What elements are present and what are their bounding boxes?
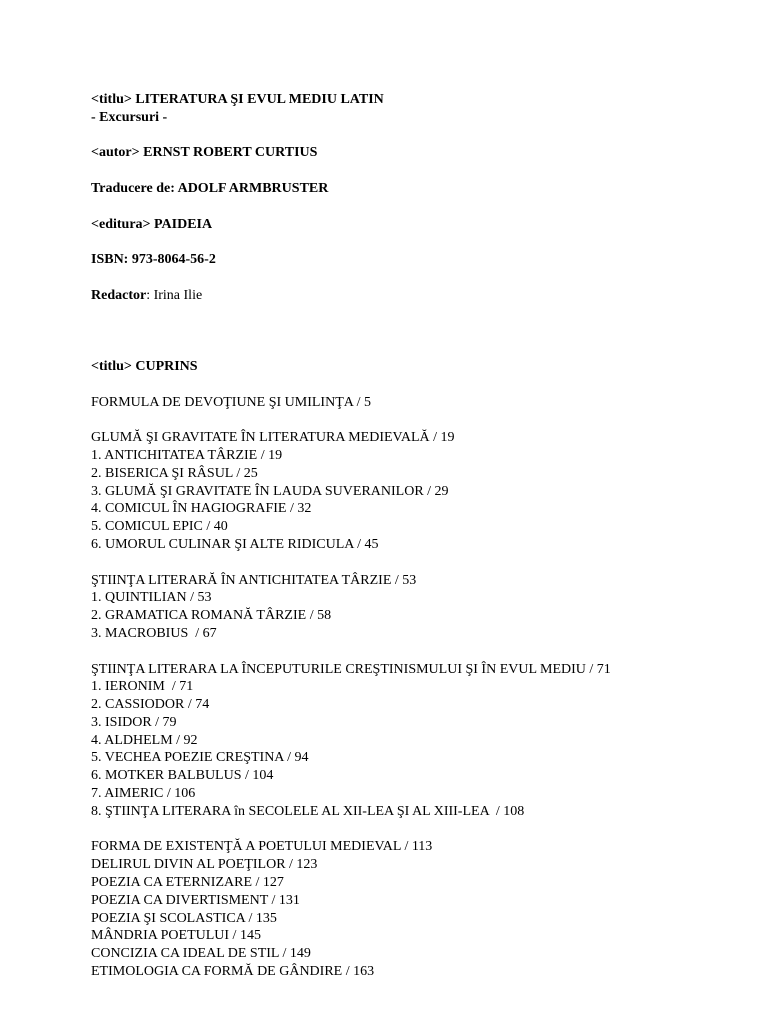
spacer <box>91 376 761 394</box>
toc-entry: 1. ANTICHITATEA TÂRZIE / 19 <box>91 447 283 463</box>
toc-entry: FORMA DE EXISTENŢĂ A POETULUI MEDIEVAL / 113 <box>91 839 433 855</box>
toc-entry: 1. IERONIM / 71 <box>91 679 194 695</box>
toc-entry: 6. MOTKER BALBULUS / 104 <box>91 768 274 784</box>
spacer <box>91 305 761 358</box>
spacer <box>91 643 761 661</box>
toc-entry: 2. GRAMATICA ROMANĂ TÂRZIE / 58 <box>91 608 332 624</box>
document-page <box>91 91 761 981</box>
spacer <box>91 821 761 839</box>
spacer <box>91 233 761 251</box>
toc-entry: 3. MACROBIUS / 67 <box>91 625 217 641</box>
spacer <box>91 127 761 145</box>
spacer <box>91 198 761 216</box>
spacer <box>91 411 761 429</box>
toc-entry: ETIMOLOGIA CA FORMĂ DE GÂNDIRE / 163 <box>91 964 375 980</box>
contents-heading: <titlu> CUPRINS <box>91 358 198 374</box>
book-subtitle: - Excursuri - <box>91 109 168 125</box>
toc-entry: 2. CASSIODOR / 74 <box>91 697 210 713</box>
isbn-line: ISBN: 973-8064-56-2 <box>91 252 216 268</box>
toc-sections <box>91 411 761 820</box>
spacer <box>91 269 761 287</box>
toc-entry: 3. GLUMĂ ŞI GRAVITATE ÎN LAUDA SUVERANILOR / 29 <box>91 483 449 499</box>
spacer <box>91 554 761 572</box>
toc-entry: POEZIA ŞI SCOLASTICA / 135 <box>91 910 277 926</box>
editor-label: Redactor <box>91 287 147 303</box>
toc-final-list <box>91 838 761 980</box>
editor-value: : Irina Ilie <box>146 287 203 303</box>
translator-line: Traducere de: ADOLF ARMBRUSTER <box>91 180 329 196</box>
toc-entry: 4. COMICUL ÎN HAGIOGRAFIE / 32 <box>91 501 312 517</box>
book-title: <titlu> LITERATURA ŞI EVUL MEDIU LATIN <box>91 92 384 107</box>
spacer <box>91 162 761 180</box>
toc-entry: CONCIZIA CA IDEAL DE STIL / 149 <box>91 946 311 962</box>
toc-entry: POEZIA CA ETERNIZARE / 127 <box>91 875 284 891</box>
toc-entry: 3. ISIDOR / 79 <box>91 714 177 730</box>
toc-entry: 5. VECHEA POEZIE CREŞTINA / 94 <box>91 750 309 766</box>
toc-section-title: ŞTIINŢA LITERARĂ ÎN ANTICHITATEA TÂRZIE / 53 <box>91 572 417 588</box>
toc-entry: 1. QUINTILIAN / 53 <box>91 590 212 606</box>
publisher-line: <editura> PAIDEIA <box>91 216 213 232</box>
toc-entry: MÂNDRIA POETULUI / 145 <box>91 928 261 944</box>
toc-entry-intro: FORMULA DE DEVOŢIUNE ŞI UMILINŢA / 5 <box>91 394 371 410</box>
toc-entry: 6. UMORUL CULINAR ŞI ALTE RIDICULA / 45 <box>91 536 379 552</box>
toc-entry: 5. COMICUL EPIC / 40 <box>91 519 228 535</box>
toc-entry: 4. ALDHELM / 92 <box>91 732 198 748</box>
toc-entry: 8. ŞTIINŢA LITERARA în SECOLELE AL XII-LEA ŞI AL XIII-LEA / 108 <box>91 803 525 819</box>
toc-entry: 7. AIMERIC / 106 <box>91 786 196 802</box>
editor-line <box>91 287 761 305</box>
toc-entry: POEZIA CA DIVERTISMENT / 131 <box>91 892 300 908</box>
toc-entry: 2. BISERICA ŞI RÂSUL / 25 <box>91 465 258 481</box>
author-line: <autor> ERNST ROBERT CURTIUS <box>91 145 318 161</box>
toc-section-title: GLUMĂ ŞI GRAVITATE ÎN LITERATURA MEDIEVALĂ / 19 <box>91 430 455 446</box>
toc-entry: DELIRUL DIVIN AL POEŢILOR / 123 <box>91 857 318 873</box>
toc-section-title: ŞTIINŢA LITERARA LA ÎNCEPUTURILE CREŞTINISMULUI ŞI ÎN EVUL MEDIU / 71 <box>91 661 611 677</box>
